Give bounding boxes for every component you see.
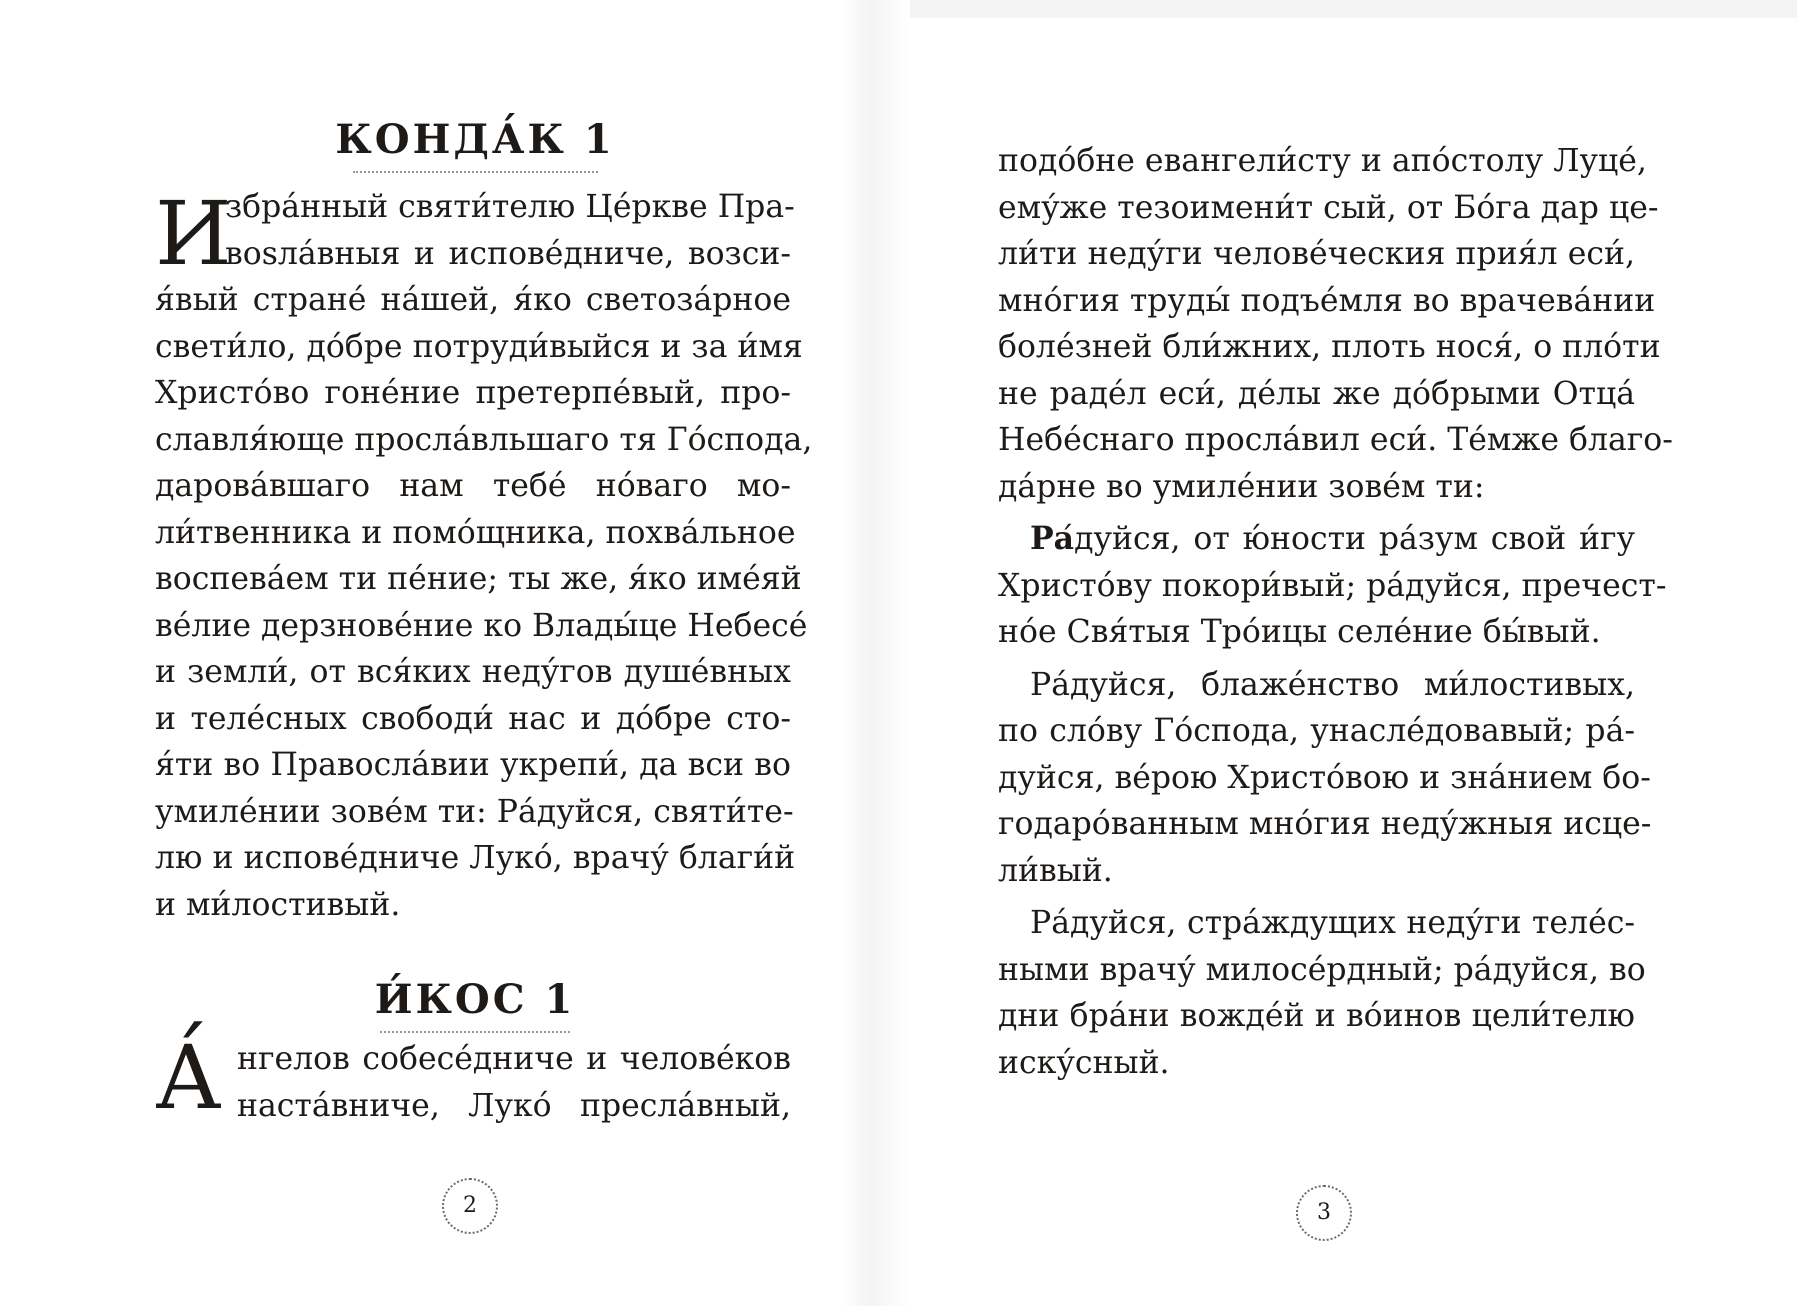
text-line-rest: ́дуйся, от ю́ности ра́зум свой и́гу	[1074, 521, 1635, 557]
text-line: Христо́ву покори́вый; ра́дуйся, пречест-	[998, 567, 1667, 604]
ikos-text	[155, 1026, 791, 1129]
ikos-line: наста́вниче, Луко́ пресла́вный,	[237, 1087, 791, 1124]
text-line: мно́гия труды́ подъе́мля во врачева́нии	[998, 282, 1656, 319]
text-line: дни бра́ни вожде́й и во́инов цели́телю	[998, 998, 1635, 1034]
text-line: Ра́дуйся, стра́ждущих неду́ги теле́с-	[1030, 905, 1635, 941]
text-line: ными врачу́ милосе́рдный; ра́дуйся, во	[998, 951, 1646, 988]
ikos-heading	[160, 976, 790, 1033]
kontak-line: лю и испове́дниче Луко́, врачу́ благи́й	[155, 840, 796, 876]
kontak-dropcap: И	[155, 182, 232, 285]
text-line: подо́бне евангели́сту и апо́столу Луце́,	[998, 143, 1647, 179]
kontak-line: ли́твенника и помо́щника, похва́льное	[155, 514, 796, 551]
paragraph-2	[998, 516, 1667, 656]
kontak-line: воспева́ем ти пе́ние; ты же, я́ко име́яй	[155, 561, 802, 597]
book-spine	[840, 0, 910, 1306]
paragraph-4	[998, 900, 1646, 1086]
kontak-line: Христо́во гоне́ние претерпе́вый, про-	[155, 375, 791, 411]
paragraph-1	[998, 138, 1673, 510]
text-line	[998, 516, 1635, 563]
kontak-line: я́вый стране́ на́шей, я́ко светоза́рное	[155, 282, 791, 318]
text-line: ему́же тезоимени́т сый, от Бо́га дар це-	[998, 189, 1659, 226]
text-line: боле́зней бли́жних, плоть нося́, о пло́ти	[998, 329, 1661, 365]
kontak-line: и ми́лостивый.	[155, 886, 401, 923]
ikos-line: нгелов собесе́дниче и челове́ков	[237, 1041, 791, 1077]
page-number-left: 2	[442, 1178, 498, 1234]
text-line: ли́вый.	[998, 852, 1113, 889]
kontak-line: и теле́сных свободи́ нас и до́бре сто-	[155, 700, 791, 737]
text-line: да́рне во умиле́нии зове́м ти:	[998, 468, 1485, 505]
kontak-line: я́ти во Правосла́вии укрепи́, да вси во	[155, 747, 791, 783]
text-line: ли́ти неду́ги челове́ческия прия́л еси́,	[998, 236, 1635, 272]
kontak-line: умиле́нии зове́м ти: Ра́дуйся, святи́те-	[155, 793, 794, 830]
kontak-line: збра́нный святи́телю Це́ркве Пра-	[225, 189, 795, 225]
kontak-line: свети́ло, до́бре потруди́выйся и за и́мя	[155, 328, 803, 365]
kontak-heading-rule	[353, 171, 598, 173]
text-line: Ра́дуйся, блаже́нство ми́лостивых,	[1030, 666, 1635, 703]
kontak-line: славля́юще просла́вльшаго тя Го́спода,	[155, 421, 813, 458]
text-line: по сло́ву Го́спода, унасле́довавый; ра́-	[998, 713, 1635, 749]
text-line: иску́сный.	[998, 1044, 1170, 1081]
kontak-text	[155, 182, 813, 928]
paragraph-3	[998, 662, 1652, 895]
right-page-text	[998, 138, 1673, 1086]
paragraph-bold-initial: Ра	[1030, 520, 1075, 557]
ikos-dropcap: А́	[155, 1026, 222, 1129]
text-line: дуйся, ве́рою Христо́вою и зна́нием бо-	[998, 759, 1651, 796]
text-line: годаро́ванным мно́гия неду́жныя исце-	[998, 806, 1652, 842]
kontak-heading	[160, 116, 790, 173]
text-line: Небе́снаго просла́вил еси́. Те́мже благо-	[998, 422, 1673, 458]
ikos-heading-text: И́КОС 1	[374, 976, 576, 1023]
page-number-right: 3	[1296, 1185, 1352, 1241]
kontak-line: и земли́, от вся́ких неду́гов душе́вных	[155, 654, 791, 690]
ikos-heading-rule	[380, 1031, 570, 1033]
kontak-line: вosла́вныя и испове́дниче, возси-	[225, 235, 791, 272]
kontak-heading-text: КОНДА́К 1	[335, 116, 615, 163]
kontak-line: ве́лие дерзнове́ние ко Влады́це Небесе́	[155, 607, 808, 644]
kontak-line: дарова́вшаго нам тебе́ но́ваго мо-	[155, 468, 791, 504]
text-line: но́е Свя́тыя Тро́ицы селе́ние бы́вый.	[998, 614, 1601, 650]
text-line: не раде́л еси́, де́лы же до́брыми Отца́	[998, 375, 1635, 412]
